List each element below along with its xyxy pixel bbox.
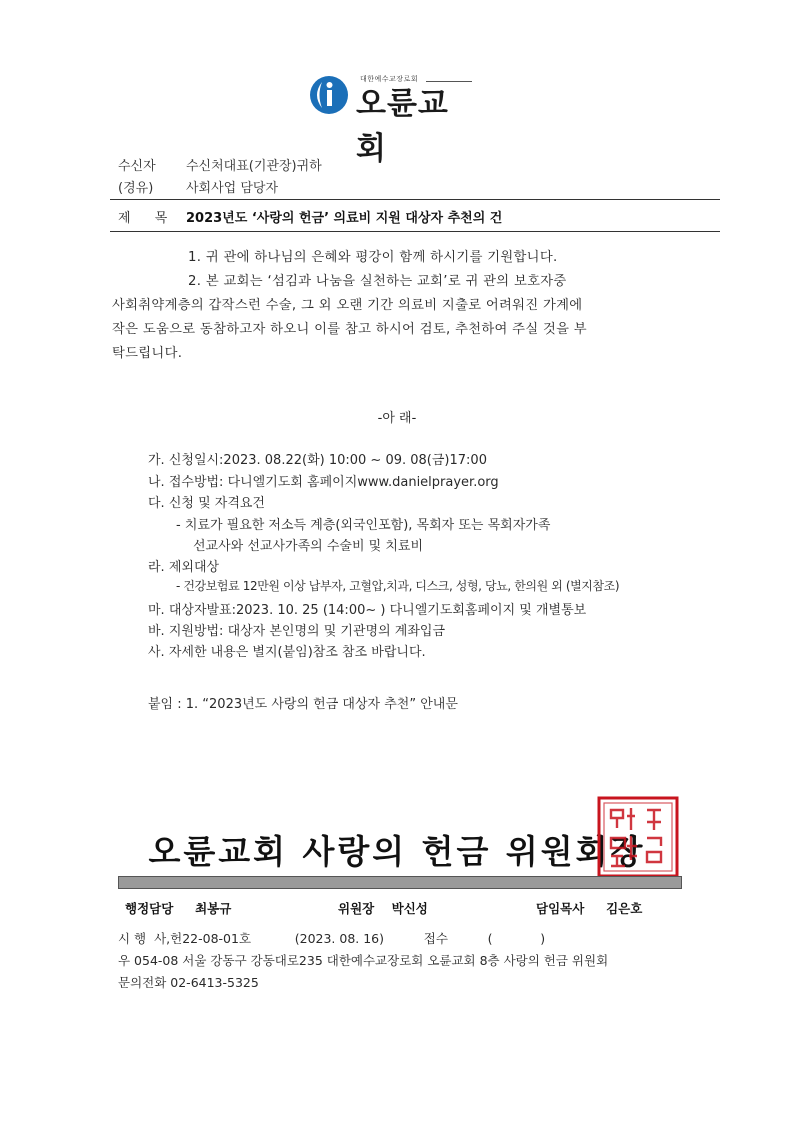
enforce-label: 시 행 (118, 931, 147, 946)
pastor-label: 담임목사 (536, 901, 585, 916)
recipient-row (118, 155, 322, 174)
header-divider-top (110, 199, 720, 200)
official-seal-stamp (597, 796, 679, 878)
item-na: 나. 접수방법: 다니엘기도회 홈페이지www.danielprayer.org (148, 475, 499, 490)
admin-signature (125, 899, 231, 917)
item-da: 다. 신청 및 자격요건 (148, 496, 265, 511)
body-line-3: 사회취약계층의 갑작스런 수술, 그 외 오랜 기간 의료비 지출로 어려워진 가계에 (112, 298, 583, 313)
admin-label: 행정담당 (125, 901, 174, 916)
recipient-value: 수신처대표(기관장)귀하 (186, 159, 322, 174)
item-ma: 마. 대상자발표:2023. 10. 25 (14:00~ ) 다니엘기도회홈페이지 및 개별통보 (148, 603, 587, 618)
via-row (118, 177, 278, 196)
item-ra: 라. 제외대상 (148, 560, 220, 575)
body-line-5: 탁드립니다. (112, 346, 183, 361)
chair-name: 박신성 (391, 901, 428, 916)
church-emblem-icon (308, 74, 350, 116)
church-logo (308, 72, 478, 167)
subject-row (118, 207, 502, 226)
item-ba: 바. 지원방법: 대상자 본인명의 및 기관명의 계좌입금 (148, 624, 446, 639)
enforce-date: (2023. 08. 16) (294, 931, 385, 946)
body-line-2: 2. 본 교회는 ‘섬김과 나눔을 실천하는 교회’로 귀 관의 보호자중 (188, 274, 567, 289)
pastor-signature (536, 899, 642, 917)
chair-signature (338, 899, 428, 917)
address-line: 우 054-08 서울 강동구 강동대로235 대한예수교장로회 오륜교회 8층 사랑의 헌금 위원회 (118, 953, 609, 968)
chair-label: 위원장 (338, 901, 375, 916)
recipient-label: 수신자 (118, 159, 156, 174)
attachment-line: 붙임 : 1. “2023년도 사랑의 헌금 대상자 추천” 안내문 (148, 697, 458, 712)
receipt-value: ( ) (487, 931, 546, 946)
enforcement-row (118, 929, 545, 947)
enforce-value: 사,헌22-08-01호 (154, 931, 252, 946)
item-ra-sub1: - 건강보험료 12만원 이상 납부자, 고혈압,치과, 디스크, 성형, 당뇨, 한의원 외 (별지참조) (176, 579, 620, 593)
body-line-1: 1. 귀 관에 하나님의 은혜와 평강이 함께 하시기를 기원합니다. (188, 250, 558, 265)
subject-label: 제 목 (118, 211, 178, 226)
header-divider-bottom (110, 231, 720, 232)
receipt-label: 접수 (423, 931, 448, 946)
via-value: 사회사업 담당자 (186, 181, 279, 196)
admin-name: 최봉규 (195, 901, 232, 916)
item-da-sub1: - 치료가 필요한 저소득 계층(외국인포함), 목회자 또는 목회자가족 (176, 518, 551, 533)
item-ga: 가. 신청일시:2023. 08.22(화) 10:00 ~ 09. 08(금)17:00 (148, 453, 487, 468)
details-heading: -아 래- (377, 411, 417, 426)
issuer-title: 오륜교회 사랑의 헌금 위원회장 (148, 832, 646, 871)
logo-name: 오륜교회 (356, 86, 449, 167)
via-label: (경유) (118, 181, 154, 196)
item-da-sub2: 선교사와 선교사가족의 수술비 및 치료비 (193, 539, 424, 554)
body-line-4: 작은 도움으로 동참하고자 하오니 이를 참고 하시어 검토, 추천하여 주실 것을 부 (112, 322, 587, 337)
pastor-name: 김은호 (606, 901, 643, 916)
phone-line: 문의전화 02-6413-5325 (118, 975, 259, 990)
logo-small-text: 대한예수교장로회 (360, 75, 419, 83)
signature-divider-band (118, 876, 682, 889)
subject-value: 2023년도 ‘사랑의 헌금’ 의료비 지원 대상자 추천의 건 (186, 211, 503, 226)
item-sa: 사. 자세한 내용은 별지(붙임)참조 참조 바랍니다. (148, 645, 426, 660)
